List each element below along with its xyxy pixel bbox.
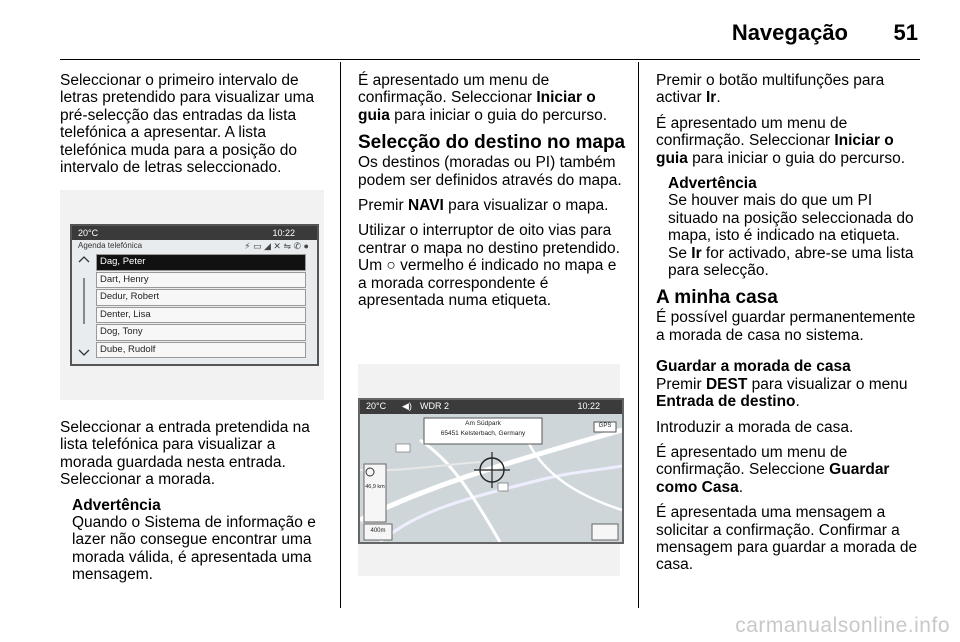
status-icons: ⚡ ▭ ◢ ✕ ⇋ ✆ ● [244, 241, 309, 251]
address-line-1: Am Südpark [465, 420, 501, 427]
paragraph [358, 72, 626, 124]
map-screenshot [358, 364, 620, 576]
list-item[interactable]: Dedur, Robert [96, 289, 306, 306]
column-3 [656, 72, 922, 582]
section-heading: Selecção do destino no mapa [358, 132, 626, 154]
temperature: 20°C [78, 228, 99, 238]
list-item[interactable]: Dag, Peter [96, 254, 306, 271]
phonebook-screen [70, 224, 319, 366]
column-divider-1 [340, 62, 341, 608]
phonebook-screenshot [60, 190, 324, 400]
address-line-2: 65451 Kelsterbach, Germany [440, 430, 526, 437]
down-arrow-icon [79, 350, 89, 355]
paragraph: Os destinos (moradas ou PI) também podem ser definidos através do mapa. [358, 154, 622, 189]
text: para visualizar o menu [747, 375, 908, 393]
list-item[interactable]: Dart, Henry [96, 272, 306, 289]
side-panel [364, 464, 386, 522]
note-text: Quando o Sistema de informação e lazer não consegue encontrar uma morada válida, é apresentada uma mensagem. [72, 514, 316, 584]
paragraph: Seleccionar a entrada pretendida na lista telefónica para visualizar a morada guardada nesta entrada. Seleccionar a morada. [60, 419, 310, 489]
map-scale: 400m [370, 528, 386, 534]
column-1-lower [60, 419, 328, 592]
page-title: Navegação [731, 20, 848, 45]
info-box [592, 524, 618, 540]
column-divider-2 [638, 62, 639, 608]
menu-term: Iniciar o guia [358, 89, 596, 124]
screen-title [72, 240, 317, 252]
text: É apresentado um menu de confirmação. Seleccione [656, 443, 848, 479]
paragraph [656, 376, 922, 411]
menu-term: Ir [705, 89, 717, 107]
status-bar [72, 226, 317, 240]
watermark: carmanualsonline.info [735, 614, 950, 637]
note-box [60, 497, 328, 584]
note-title: Advertência [668, 175, 757, 193]
menu-term: Iniciar o guia [656, 132, 894, 167]
road-sign [396, 444, 410, 452]
paragraph: É apresentada uma mensagem a solicitar a confirmação. Confirmar a mensagem para guardar a morada de casa. [656, 504, 918, 574]
list-item[interactable]: Dube, Rudolf [96, 342, 306, 359]
text: . [738, 478, 744, 496]
note-text: Se houver mais do que um PI situado na posição seleccionada do mapa, isto é indicado na etiqueta. Se [668, 192, 914, 262]
header-rule [60, 59, 920, 60]
menu-term: Guardar como Casa [656, 461, 890, 496]
paragraph [656, 72, 922, 107]
paragraph: Introduzir a morada de casa. [656, 418, 854, 436]
column-1 [60, 72, 328, 184]
speaker-icon: ◀) [402, 401, 412, 411]
scroll-arrows [76, 254, 92, 358]
note-box [656, 175, 922, 279]
list-item[interactable]: Dog, Tony [96, 324, 306, 341]
radio-station: WDR 2 [420, 401, 449, 411]
gps-badge: GPS [598, 423, 612, 429]
column-2 [358, 72, 626, 317]
text: para iniciar o guia do percurso. [687, 149, 905, 167]
paragraph: Seleccionar o primeiro intervalo de letras pretendido para visualizar uma pré-selecção das entradas da lista telefónica a apresentar. A lista telefónica muda para a posição do intervalo de letras seleccionado. [60, 72, 315, 177]
clock: 10:22 [577, 401, 600, 411]
note-title: Advertência [72, 496, 161, 514]
text: É apresentado um menu de confirmação. Seleccionar [656, 114, 848, 150]
text: É apresentado um menu de confirmação. Seleccionar [358, 72, 550, 107]
screen-title-text: Agenda telefónica [78, 241, 143, 250]
page-header [0, 0, 960, 60]
text: . [795, 393, 800, 411]
text: para visualizar o mapa. [443, 197, 609, 215]
up-arrow-icon [79, 257, 89, 262]
menu-term: Ir [691, 244, 702, 262]
phonebook-list [96, 254, 306, 359]
paragraph [656, 115, 922, 167]
text: Premir [656, 375, 706, 393]
menu-term: Entrada de destino [656, 393, 796, 411]
temperature: 20°C [366, 401, 387, 411]
text: Premir [358, 197, 408, 215]
paragraph: Utilizar o interruptor de oito vias para centrar o mapa no destino pretendido. Um ○ vermelho é indicado no mapa e a morada correspondente é apresentada numa etiqueta. [358, 222, 620, 310]
text: para iniciar o guia do percurso. [389, 106, 607, 124]
text: . [716, 89, 721, 107]
button-term: DEST [705, 375, 748, 393]
page-number: 51 [893, 20, 918, 45]
paragraph: É possível guardar permanentemente a morada de casa no sistema. [656, 309, 916, 344]
button-term: NAVI [407, 197, 444, 215]
list-item[interactable]: Denter, Lisa [96, 307, 306, 324]
section-heading: A minha casa [656, 287, 778, 309]
map-screen [358, 398, 624, 544]
note-text: for activado, abre-se uma lista para selecção. [668, 244, 914, 280]
paragraph [656, 444, 922, 496]
clock: 10:22 [272, 228, 295, 238]
paragraph [358, 197, 626, 214]
text: Premir o botão multifunções para activar [656, 72, 885, 107]
distance-readout: 46,9 km [365, 484, 385, 490]
subsection-heading: Guardar a morada de casa [656, 358, 851, 376]
